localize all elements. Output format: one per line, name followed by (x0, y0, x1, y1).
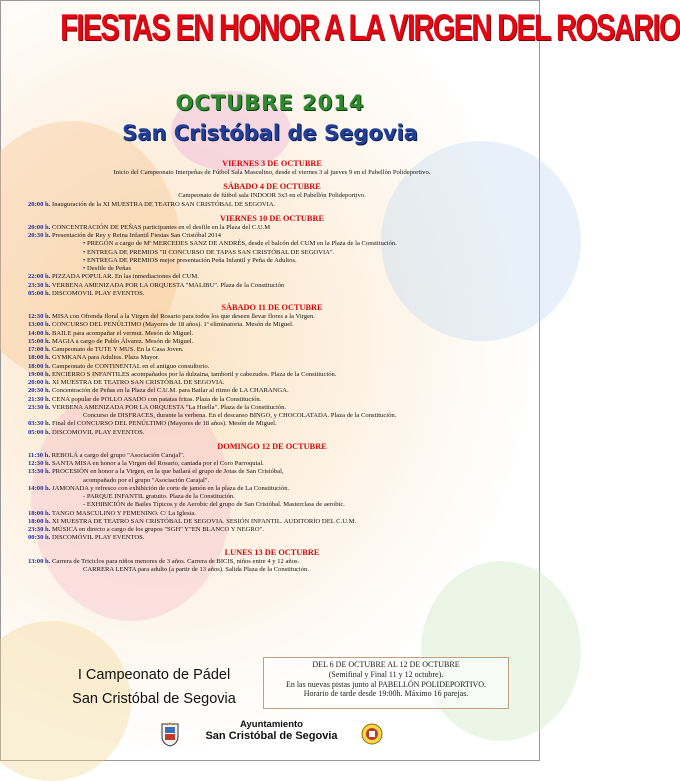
schedule-item (28, 169, 516, 177)
event-time: 14:00 h. (28, 329, 51, 337)
event-time: 22:00 h. (28, 273, 51, 281)
schedule-item (28, 460, 516, 468)
schedule-item (28, 566, 516, 574)
event-time: 12:30 h. (28, 460, 51, 467)
padel-info-box (263, 657, 509, 709)
poster-title: FIESTAS EN HONOR A LA VIRGEN DEL ROSARIO (60, 7, 680, 48)
schedule-item (28, 273, 516, 281)
event-text: JAMONADA y refresco con exhibición de corte de jamón en la plaza de La Constitución. (52, 484, 290, 492)
event-time: 18:00 h. (28, 517, 51, 525)
event-time: 20:30 h. (28, 387, 51, 395)
background-illustration (421, 561, 581, 741)
event-time: 18:00 h. (28, 354, 51, 362)
schedule-item (28, 379, 516, 387)
schedule-item (28, 534, 516, 542)
event-text: MAGIA a cargo de Pablo Álvarez. Mesón de Miguel. (52, 337, 194, 345)
footer-line: Ayuntamiento (240, 719, 303, 730)
day-heading: DOMINGO 12 DE OCTUBRE (217, 441, 327, 451)
schedule-item (28, 493, 516, 501)
event-text: DISCOMÓVIL PLAY EVENTOS. (52, 534, 145, 542)
event-text: MISA con Ofrenda floral a la Virgen del Rosario para todos los que deseen llevar flores a la Virgen. (52, 313, 315, 320)
day-heading: VIERNES 10 DE OCTUBRE (220, 213, 324, 223)
event-text: XI MUESTRA DE TEATRO SAN CRISTÓBAL DE SEGOVIA. (52, 379, 225, 386)
event-text: • Desfile de Peñas (83, 265, 131, 272)
schedule-item (28, 346, 516, 354)
day-heading: SÁBADO 4 DE OCTUBRE (223, 182, 321, 192)
event-text: Concentración de Peñas en la Plaza del C.U.M. para Bailar al ritmo de LA CHARANGA. (52, 387, 289, 395)
schedule-item (28, 338, 516, 346)
schedule-item (28, 452, 516, 460)
town-crest-icon (161, 723, 179, 747)
padel-info-line: En las nuevas pistas junto al PABELLÓN POLIDEPORTIVO. (285, 679, 487, 689)
poster-subtitle: OCTUBRE 2014 (175, 91, 365, 115)
event-time: 20:00 h. (28, 379, 51, 386)
event-text: Campeonato de TUTE Y MUS. En la Casa Joven. (52, 346, 184, 353)
schedule-item (28, 468, 516, 476)
padel-title-line: San Cristóbal de Segovia (72, 691, 236, 707)
event-text: REBOLÁ a cargo del grupo "Asociación Carajal". (51, 451, 185, 459)
event-time: 23:30 h. (28, 281, 51, 289)
schedule-item (28, 412, 516, 420)
event-text: Inicio del Campeonato Interpeñas de Fútbol Sala Masculino, desde el viernes 3 al jueves 9 en el Pabellón Polideportivo. (113, 169, 431, 176)
event-text: VERBENA AMENIZADA POR LA ORQUESTA "MALIBU". Plaza de la Constitución (51, 281, 285, 289)
event-text: CONCURSO DEL PENÚLTIMO (Mayores de 18 años). 1ª eliminatoria. Mesón de Miguel. (52, 321, 294, 329)
schedule-item (28, 257, 516, 265)
schedule-item (28, 201, 516, 209)
event-time: 19:00 h. (28, 370, 51, 378)
event-text: • ENTREGA DE PREMIOS "II CONCURSO DE TAPAS SAN CRISTÓBAL DE SEGOVIA". (83, 248, 335, 256)
program-schedule (28, 159, 516, 574)
event-text: Concurso de DISFRACES, durante la verbena. En el descanso BINGO, y CHOCOLATADA. Plaza de la Constitución. (83, 412, 397, 419)
event-time: 11:30 h. (28, 451, 50, 459)
event-time: 23:30 h. (28, 403, 51, 411)
schedule-item (28, 477, 516, 485)
event-text: SANTA MISA en honor a la Virgen del Rosario, cantada por el Coro Parroquial. (52, 460, 264, 467)
event-text: ENCIERRO S INFANTILES acompañados por la dulzaina, tamboril y cabezudos. Plaza de la Constitución. (52, 370, 337, 378)
event-text: BAILE para acompañar el vermut. Mesón de Miguel. (52, 329, 194, 337)
event-time: 20:00 h. (28, 200, 51, 208)
padel-info-line: (Semifinal y Final 11 y 12 octubre). (328, 669, 444, 679)
event-text: acompañado por el grupo "Asociación Carajal". (83, 476, 210, 484)
event-time: 17:00 h. (28, 346, 51, 353)
footer (1, 715, 539, 760)
event-text: XI MUESTRA DE TEATRO SAN CRISTÓBAL DE SEGOVIA. SESIÓN INFANTIL. AUDITORIO DEL C.U.M. (52, 517, 357, 525)
event-text: TANGO MASCULINO Y FEMENINO. C/ La Iglesia. (51, 509, 196, 517)
padel-title-line: I Campeonato de Pádel (77, 667, 231, 683)
schedule-item (28, 501, 516, 509)
event-time: 13:00 h. (28, 321, 51, 329)
schedule-item (28, 510, 516, 518)
day-heading: VIERNES 3 DE OCTUBRE (222, 159, 322, 168)
schedule-item (28, 240, 516, 248)
event-time: 12:30 h. (28, 313, 51, 320)
event-text: DISCOMOVIL PLAY EVENTOS. (52, 428, 145, 436)
event-text: GYMKANA para Adultos. Plaza Mayor. (52, 354, 160, 362)
event-text: • PREGÓN a cargo de Mª MERCEDES SANZ DE ANDRÉS, desde el balcón del CUM en la Plaza de la Constitución. (83, 240, 397, 248)
event-text: Carrera de Triciclos para niños menores de 3 años. Carrera de BICIS, niños entre 4 y 12 años. (52, 557, 300, 565)
event-text: Campeonato de CONTINENTAL en el antiguo consultorio. (52, 362, 210, 370)
event-text: - PARQUE INFANTIL gratuito. Plaza de la Constitución. (83, 493, 235, 500)
schedule-item (28, 526, 516, 534)
event-time: 23:30 h. (28, 526, 51, 533)
event-time: 05:00 h. (28, 428, 51, 436)
event-time: 18:00 h. (28, 509, 51, 517)
event-time: 18:00 h. (28, 362, 51, 370)
event-text: MÚSICA en directo a cargo de los grupos "SGH" Y"EN BLANCO Y NEGRO". (52, 526, 264, 533)
event-time: 20:30 h. (28, 232, 51, 239)
schedule-item (28, 330, 516, 338)
event-text: VERBENA AMENIZADA POR LA ORQUESTA "La Huella". Plaza de la Constitución. (51, 403, 287, 411)
schedule-item (28, 224, 516, 232)
event-time: 13:00 h. (28, 557, 51, 565)
event-text: CENA popular de POLLO ASADO con patatas fritas. Plaza de la Constitución. (52, 395, 262, 403)
schedule-item (28, 192, 516, 200)
event-text: Final del CONCURSO DEL PENÚLTIMO (Mayores de 18 años). Mesón de Miguel. (52, 420, 277, 428)
event-time: 05:00 h. (28, 289, 51, 297)
day-heading: SÁBADO 11 DE OCTUBRE (221, 303, 323, 312)
poster-place: San Cristóbal de Segovia (122, 121, 418, 145)
event-time: 03:30 h. (28, 420, 51, 428)
schedule-item (28, 363, 516, 371)
event-text: PROCESIÓN en honor a la Virgen, en la que bailará el grupo de Jotas de San Cristóbal, (52, 468, 284, 476)
schedule-item (28, 313, 516, 321)
schedule-item (28, 265, 516, 273)
padel-info-line: Horario de tarde desde 19:00h. Máximo 16 parejas. (303, 689, 469, 699)
event-time: 15:00 h. (28, 337, 51, 345)
event-time: 13:30 h. (28, 468, 51, 476)
schedule-item (28, 387, 516, 395)
schedule-item (28, 558, 516, 566)
event-text: CARRERA LENTA para adulto (a partir de 13 años). Salida Plaza de la Constitución. (83, 565, 309, 573)
schedule-item (28, 321, 516, 329)
event-text: CONCENTRACIÓN DE PEÑAS participantes en el desfile en la Plaza del C.U.M (52, 223, 271, 231)
event-text: - EXHIBICIÓN de Bailes Típicos y de Aerobic del grupo de San Cristóbal. Masterclass de aerobic. (83, 501, 345, 509)
event-time: 20:00 h. (28, 223, 51, 231)
schedule-item (28, 396, 516, 404)
event-text: Inauguración de la XI MUESTRA DE TEATRO SAN CRISTÓBAL DE SEGOVIA. (52, 200, 276, 208)
schedule-item (28, 282, 516, 290)
event-text: DISCOMOVIL PLAY EVENTOS. (52, 289, 145, 297)
schedule-item (28, 371, 516, 379)
emblem-icon (361, 722, 383, 746)
schedule-item (28, 420, 516, 428)
schedule-item (28, 354, 516, 362)
event-text: PIZZADA POPULAR. En las inmediaciones del CUM. (52, 273, 199, 281)
footer-organizer (189, 719, 354, 743)
day-heading: LUNES 13 DE OCTUBRE (224, 547, 320, 557)
schedule-item (28, 485, 516, 493)
padel-title (54, 663, 254, 711)
schedule-item (28, 518, 516, 526)
schedule-item (28, 404, 516, 412)
event-time: 00:30 h. (28, 534, 51, 542)
schedule-item (28, 429, 516, 437)
schedule-item (28, 290, 516, 298)
padel-info-line: DEL 6 DE OCTUBRE AL 12 DE OCTUBRE (312, 660, 460, 669)
event-time: 14:00 h. (28, 484, 51, 492)
event-text: Presentación de Rey y Reina Infantil Fiestas San Cristóbal 2014 (52, 232, 222, 239)
event-time: 21:30 h. (28, 395, 51, 403)
schedule-item (28, 232, 516, 240)
event-text: Campeonato de fútbol sala INDOOR 3x3 en el Pabellón Polideportivo. (178, 192, 366, 200)
event-text: • ENTREGA DE PREMIOS mejor presentación Peña Infantil y Peña de Adultos. (83, 256, 297, 264)
footer-line: San Cristóbal de Segovia (205, 730, 338, 742)
schedule-item (28, 249, 516, 257)
